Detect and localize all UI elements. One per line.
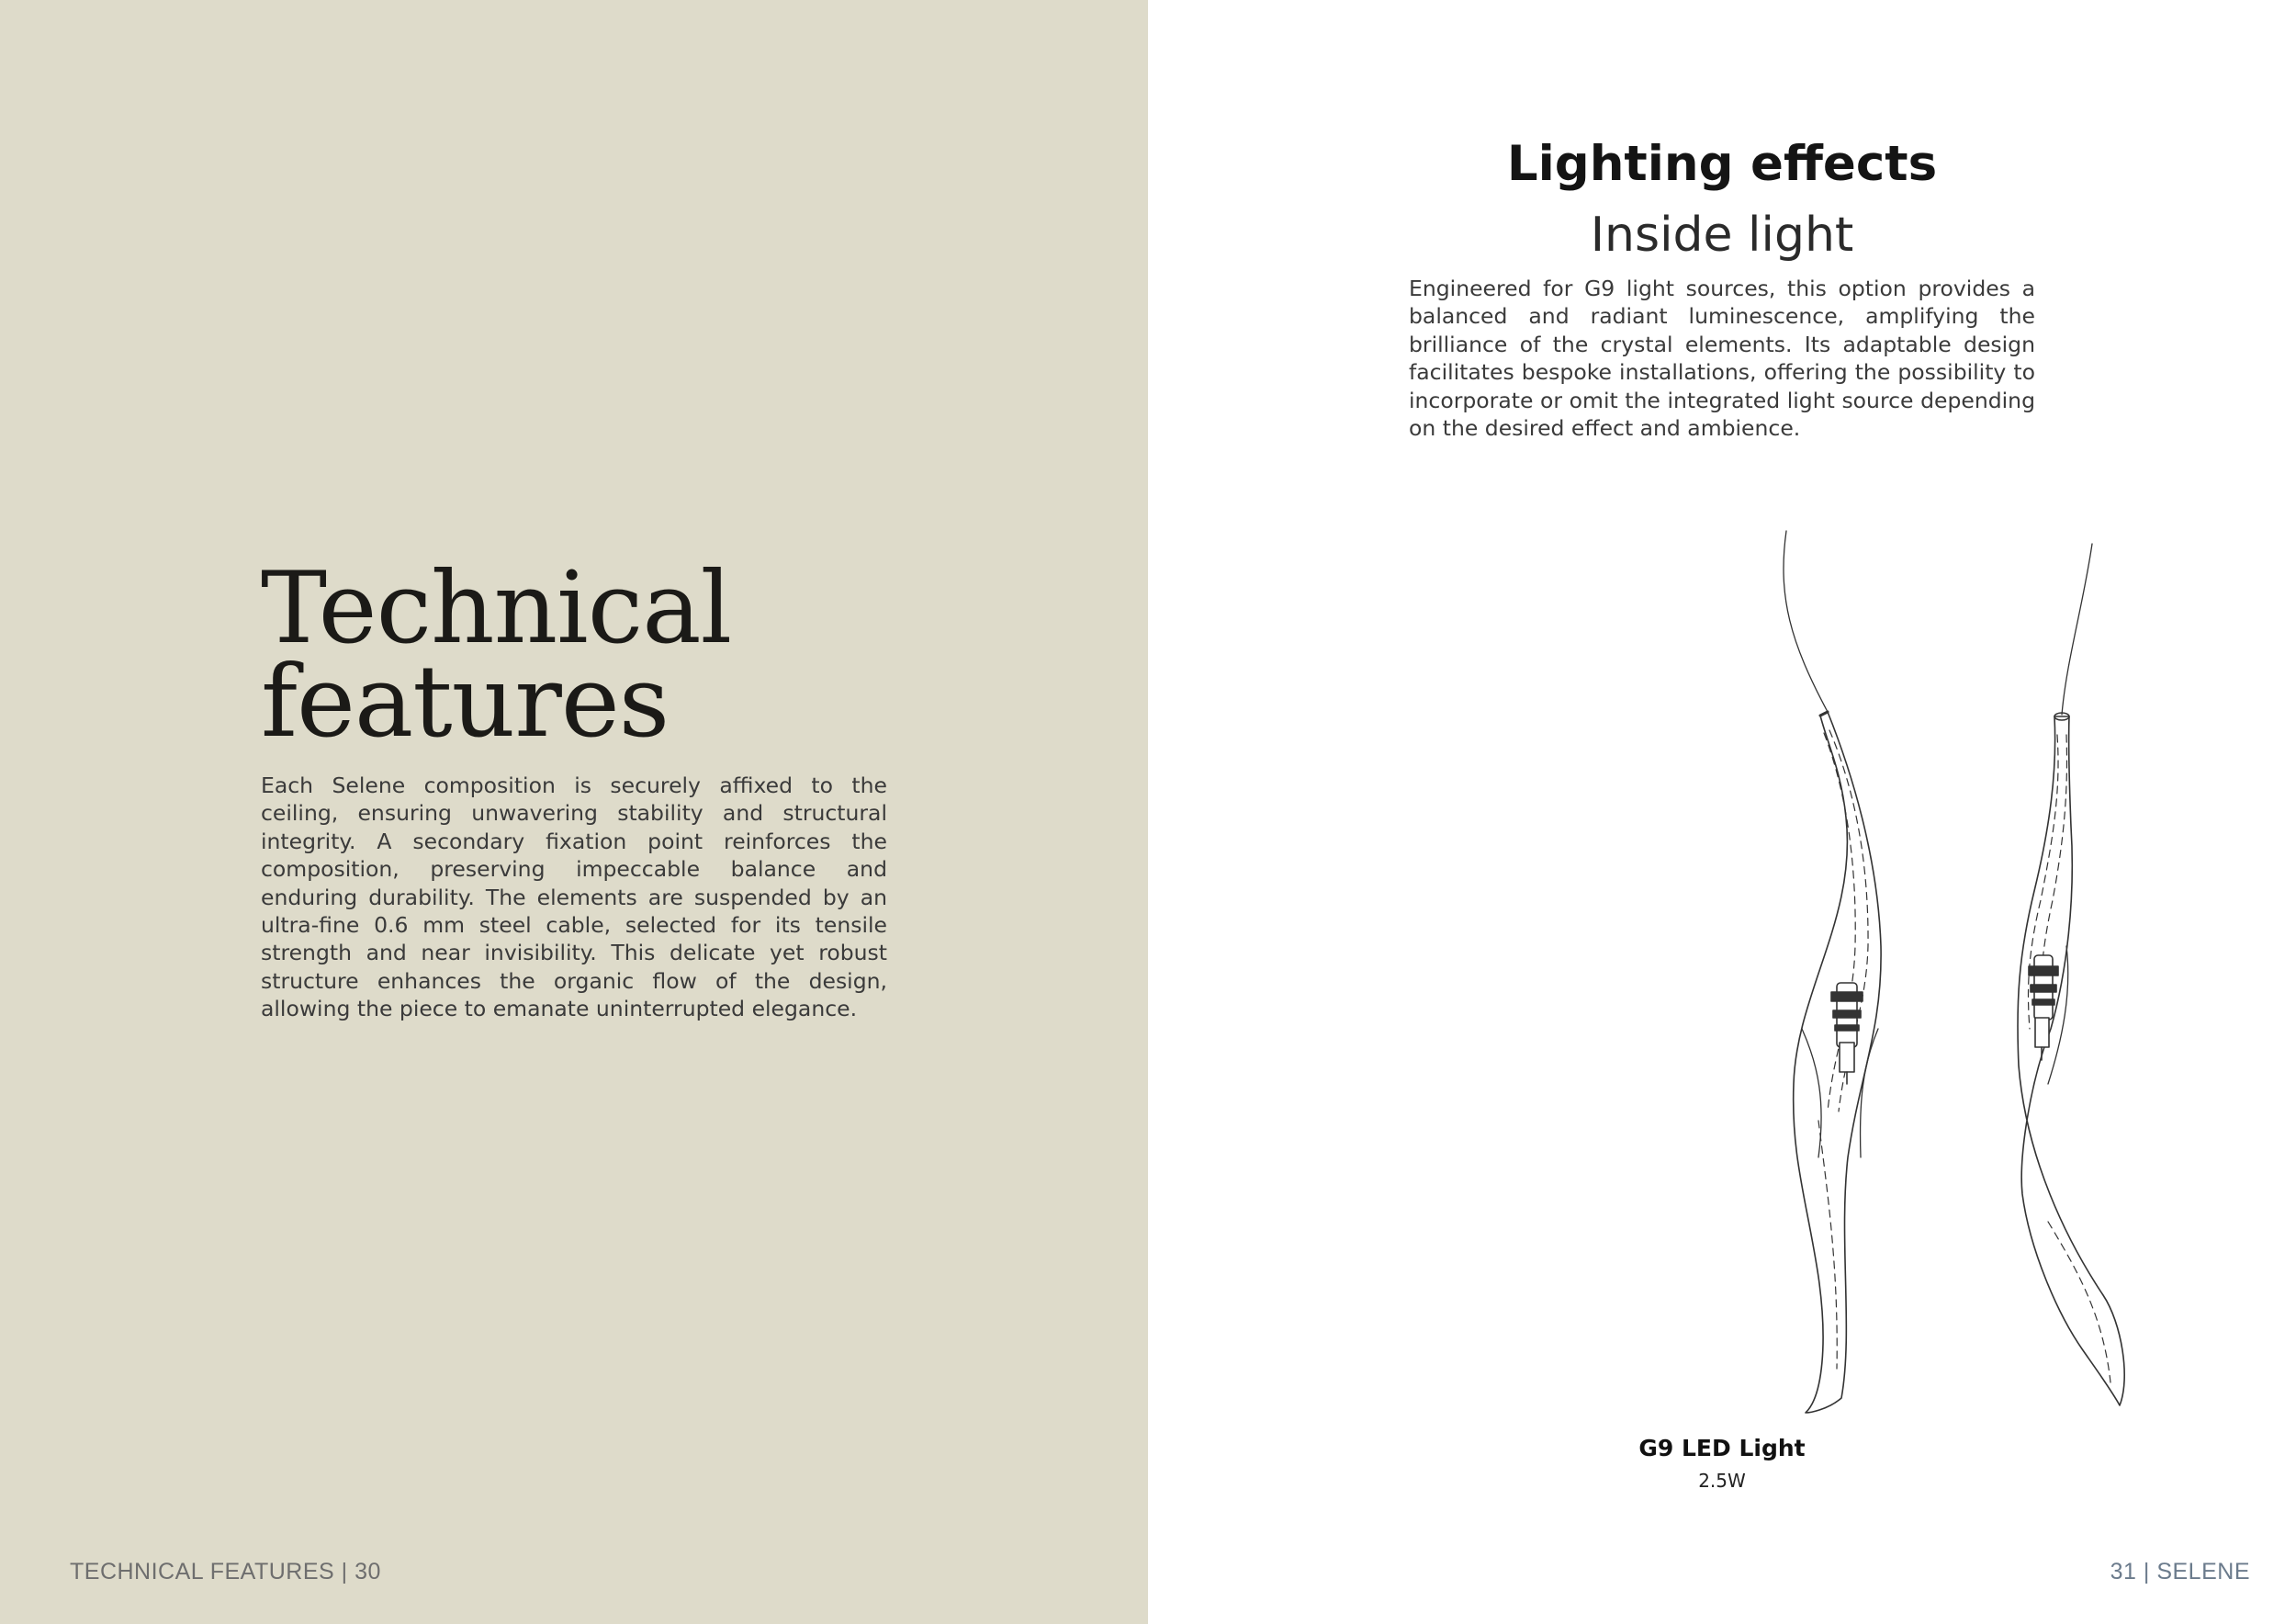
bulb-socket-left bbox=[1802, 983, 1878, 1157]
pendant-element-right bbox=[2018, 544, 2124, 1405]
page-title bbox=[261, 551, 732, 760]
technical-description: Each Selene composition is securely affixed to the ceiling, ensuring unwavering stability and structural integrity. A secondary fixation point reinforces the composition, preserving impeccable balance and enduring durability. The elements are suspended by an ultra-fine 0.6 mm steel cable, selected for its tensile strength and near invisibility. This delicate yet robust structure enhances the organic flow of the design, allowing the piece to emanate uninterrupted elegance. bbox=[261, 773, 887, 1022]
crystal-body-right bbox=[2018, 716, 2124, 1405]
pendant-elements-drawing bbox=[1515, 514, 2158, 1433]
figure-caption-wattage: 2.5W bbox=[1698, 1470, 1746, 1492]
crystal-body-left bbox=[1794, 712, 1881, 1413]
right-footer: 31 | SELENE bbox=[2110, 1559, 2250, 1585]
page-title-line-1: Technical bbox=[261, 551, 732, 666]
inner-edge-left bbox=[1818, 1121, 1837, 1369]
cable-tube-left bbox=[1820, 712, 1828, 716]
inner-edge-right bbox=[2048, 1222, 2110, 1382]
suspension-cable-right bbox=[2062, 544, 2092, 715]
figure-caption-title: G9 LED Light bbox=[1638, 1435, 1806, 1461]
section-subheading: Inside light bbox=[1590, 208, 1854, 263]
left-footer: TECHNICAL FEATURES | 30 bbox=[70, 1559, 381, 1585]
pendant-element-left bbox=[1784, 531, 1881, 1413]
section-heading: Lighting effects bbox=[1506, 136, 1938, 192]
right-page bbox=[1148, 0, 2296, 1624]
suspension-cable-left bbox=[1784, 531, 1828, 712]
bulb-socket-right bbox=[2029, 946, 2068, 1084]
lighting-description: Engineered for G9 light sources, this option provides a balanced and radiant luminescence, amplifying the brilliance of the crystal elements. Its adaptable design facilitates bespoke installations, offering the possibility to incorporate or omit the integrated light source depending on the desired effect and ambience. bbox=[1409, 276, 2035, 442]
page-title-line-2: features bbox=[261, 645, 670, 760]
